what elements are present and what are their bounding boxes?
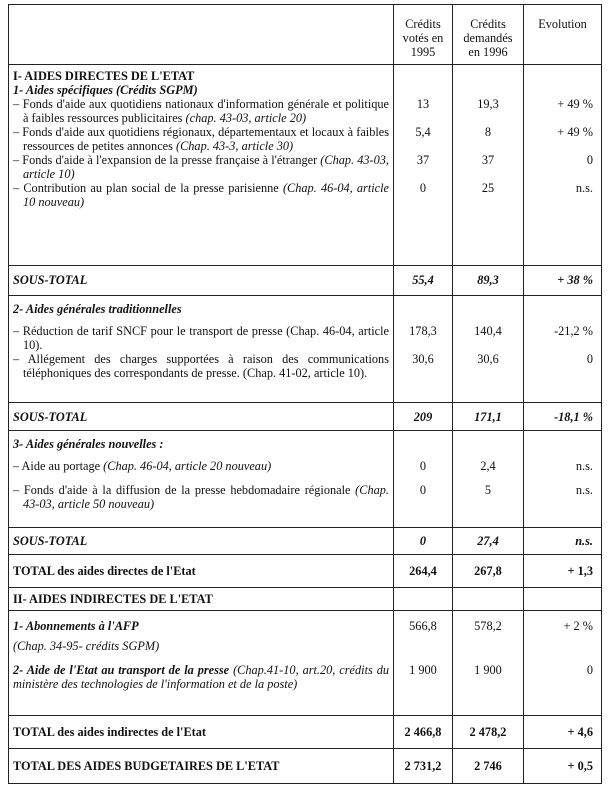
credits-1996 [453, 380, 524, 403]
credits-1995: 1 900 [394, 663, 453, 691]
line-item-label [9, 610, 394, 639]
row-label: TOTAL des aides directes de l'Etat [9, 554, 394, 587]
credits-1995: 2 466,8 [394, 716, 453, 749]
evolution [524, 295, 602, 324]
table-row [9, 181, 602, 209]
evolution: n.s. [524, 459, 602, 483]
credits-1995: 566,8 [394, 610, 453, 639]
subtotal-row [9, 527, 602, 554]
header-evolution: Evolution [524, 5, 602, 65]
evolution: n.s. [524, 181, 602, 209]
table-row [9, 125, 602, 153]
row-label: SOUS-TOTAL [9, 527, 394, 554]
credits-1996 [453, 431, 524, 460]
credits-1996: 37 [453, 153, 524, 181]
line-item-text: – Aide au portage [13, 459, 104, 473]
subtotal-block [9, 403, 602, 431]
table-row [9, 459, 602, 483]
credits-1995 [394, 209, 453, 265]
evolution [524, 511, 602, 527]
credits-1995 [394, 639, 453, 663]
evolution: -21,2 % [524, 324, 602, 352]
evolution: + 2 % [524, 610, 602, 639]
line-item-text: – Contribution au plan social de la presse parisienne [13, 181, 283, 195]
credits-1995: 55,4 [394, 265, 453, 295]
credits-1995 [394, 691, 453, 716]
credits-1996 [453, 295, 524, 324]
line-item-label [9, 663, 394, 691]
credits-1996: 2 746 [453, 749, 524, 784]
filler [9, 209, 394, 265]
table-row [9, 483, 602, 511]
row-label: TOTAL des aides indirectes de l'Etat [9, 716, 394, 749]
filler-row [9, 209, 602, 265]
table-row [9, 324, 602, 352]
credits-1995: 264,4 [394, 554, 453, 587]
evolution: + 49 % [524, 97, 602, 125]
credits-1995: 37 [394, 153, 453, 181]
chapter-reference: (Chap.41-10, art.20, crédits du ministère des technologies de l'information et de la poste) [13, 662, 389, 691]
line-item-text: – Fonds d'aide à la diffusion de la presse hebdomadaire régionale [13, 483, 356, 497]
line-item-text: – Fonds d'aide aux quotidiens nationaux d'information générale et politique à faibles ressources publicitaires [13, 97, 389, 125]
chapter-reference: (Chap. 34-95- crédits SGPM) [9, 639, 394, 663]
header-empty [9, 5, 394, 65]
credits-1996 [453, 83, 524, 97]
credits-1996: 19,3 [453, 97, 524, 125]
filler-row [9, 380, 602, 403]
line-item-title: 2- Aide de l'Etat au transport de la presse [13, 662, 234, 677]
filler [9, 691, 394, 716]
credits-1996: 8 [453, 125, 524, 153]
total-row [9, 749, 602, 784]
chapter-reference: (Chap. 43-03, article 50 nouveau) [23, 483, 389, 511]
evolution: + 38 % [524, 265, 602, 295]
credits-1995: 0 [394, 459, 453, 483]
subtotal-row [9, 265, 602, 295]
subsection-heading: 1- Aides spécifiques (Crédits SGPM) [9, 83, 394, 97]
line-item-label [9, 324, 394, 352]
table-row [9, 97, 602, 125]
credits-1995: 2 731,2 [394, 749, 453, 784]
evolution [524, 83, 602, 97]
total-block [9, 554, 602, 587]
evolution: 0 [524, 153, 602, 181]
subsection-heading: 2- Aides générales traditionnelles [9, 295, 394, 324]
credits-1995: 30,6 [394, 352, 453, 380]
evolution [524, 431, 602, 460]
line-item-text: – Allégement des charges supportées à raison des communications téléphoniques des correspondants de presse. (Chap. 41-02, article 10). [13, 351, 389, 380]
table-row [9, 610, 602, 639]
credits-1996: 140,4 [453, 324, 524, 352]
credits-1996 [453, 209, 524, 265]
table-row [9, 65, 602, 84]
evolution [524, 65, 602, 84]
evolution [524, 587, 602, 610]
evolution: + 1,3 [524, 554, 602, 587]
evolution: n.s. [524, 483, 602, 511]
credits-1996: 2,4 [453, 459, 524, 483]
group-block [9, 65, 602, 266]
line-item-label [9, 97, 394, 125]
row-label: SOUS-TOTAL [9, 265, 394, 295]
credits-1996: 171,1 [453, 403, 524, 431]
credits-1995: 0 [394, 181, 453, 209]
credits-1995: 0 [394, 483, 453, 511]
chapter-reference: (Chap. 43-03, article 10) [23, 153, 389, 181]
chapter-reference: (Chap. 46-04, article 10 nouveau) [23, 181, 390, 209]
credits-1996: 25 [453, 181, 524, 209]
table-row [9, 83, 602, 97]
filler [9, 511, 394, 527]
table-row [9, 663, 602, 691]
group-block [9, 431, 602, 528]
credits-1995: 13 [394, 97, 453, 125]
total-block [9, 716, 602, 749]
table-header [9, 5, 602, 65]
credits-1996 [453, 639, 524, 663]
evolution [524, 639, 602, 663]
credits-1996: 1 900 [453, 663, 524, 691]
filler-row [9, 511, 602, 527]
credits-1995 [394, 295, 453, 324]
credits-1996 [453, 511, 524, 527]
credits-1996: 5 [453, 483, 524, 511]
line-item-title: 1- Abonnements à l'AFP [13, 618, 139, 633]
evolution: n.s. [524, 527, 602, 554]
chapter-reference: (Chap. 46-04, article 20 nouveau) [103, 459, 272, 473]
total-row [9, 716, 602, 749]
evolution: 0 [524, 663, 602, 691]
row-label: TOTAL DES AIDES BUDGETAIRES DE L'ETAT [9, 749, 394, 784]
total-row [9, 587, 602, 610]
credits-1996: 267,8 [453, 554, 524, 587]
evolution: 0 [524, 352, 602, 380]
table-row [9, 639, 602, 663]
credits-1995: 5,4 [394, 125, 453, 153]
subtotal-block [9, 527, 602, 554]
credits-1996: 578,2 [453, 610, 524, 639]
total-block [9, 587, 602, 610]
line-item-label [9, 181, 394, 209]
group-block [9, 295, 602, 403]
credits-1995 [394, 431, 453, 460]
credits-1996: 2 478,2 [453, 716, 524, 749]
evolution: -18,1 % [524, 403, 602, 431]
subsection-heading: 3- Aides générales nouvelles : [9, 431, 394, 460]
row-label: SOUS-TOTAL [9, 403, 394, 431]
group-block [9, 610, 602, 716]
evolution: + 0,5 [524, 749, 602, 784]
credits-1995: 209 [394, 403, 453, 431]
credits-1995: 178,3 [394, 324, 453, 352]
credits-1995 [394, 65, 453, 84]
line-item-label [9, 125, 394, 153]
credits-1995 [394, 511, 453, 527]
evolution: + 49 % [524, 125, 602, 153]
total-block [9, 749, 602, 784]
line-item-label [9, 483, 394, 511]
credits-1995 [394, 380, 453, 403]
line-item-text: – Réduction de tarif SNCF pour le transport de presse (Chap. 46-04, article 10). [13, 323, 389, 352]
subtotal-row [9, 403, 602, 431]
table-row [9, 352, 602, 380]
credits-1996 [453, 587, 524, 610]
line-item-text: – Fonds d'aide à l'expansion de la presse française à l'étranger [13, 153, 321, 167]
evolution [524, 691, 602, 716]
chapter-reference: (chap. 43-03, article 20) [185, 111, 307, 125]
section-heading: I- AIDES DIRECTES DE L'ETAT [9, 65, 394, 84]
credits-1995 [394, 83, 453, 97]
evolution [524, 209, 602, 265]
total-row [9, 554, 602, 587]
row-label: II- AIDES INDIRECTES DE L'ETAT [9, 587, 394, 610]
line-item-label [9, 352, 394, 380]
line-item-text: – Fonds d'aide aux quotidiens régionaux, départementaux et locaux à faibles ressources de petites annonces [13, 125, 389, 153]
chapter-reference: (Chap. 43-3, article 30) [175, 139, 294, 153]
credits-1995: 0 [394, 527, 453, 554]
credits-1996: 30,6 [453, 352, 524, 380]
header-credits-1995: Crédits votés en 1995 [394, 5, 453, 65]
credits-1996 [453, 691, 524, 716]
line-item-label [9, 153, 394, 181]
evolution [524, 380, 602, 403]
credits-1996: 89,3 [453, 265, 524, 295]
table-row [9, 295, 602, 324]
line-item-label [9, 459, 394, 483]
credits-1996 [453, 65, 524, 84]
credits-1996: 27,4 [453, 527, 524, 554]
table-row [9, 153, 602, 181]
header-credits-1996: Crédits demandés en 1996 [453, 5, 524, 65]
evolution: + 4,6 [524, 716, 602, 749]
budget-table [8, 4, 602, 784]
table-row [9, 431, 602, 460]
filler-row [9, 691, 602, 716]
filler [9, 380, 394, 403]
credits-1995 [394, 587, 453, 610]
subtotal-block [9, 265, 602, 295]
